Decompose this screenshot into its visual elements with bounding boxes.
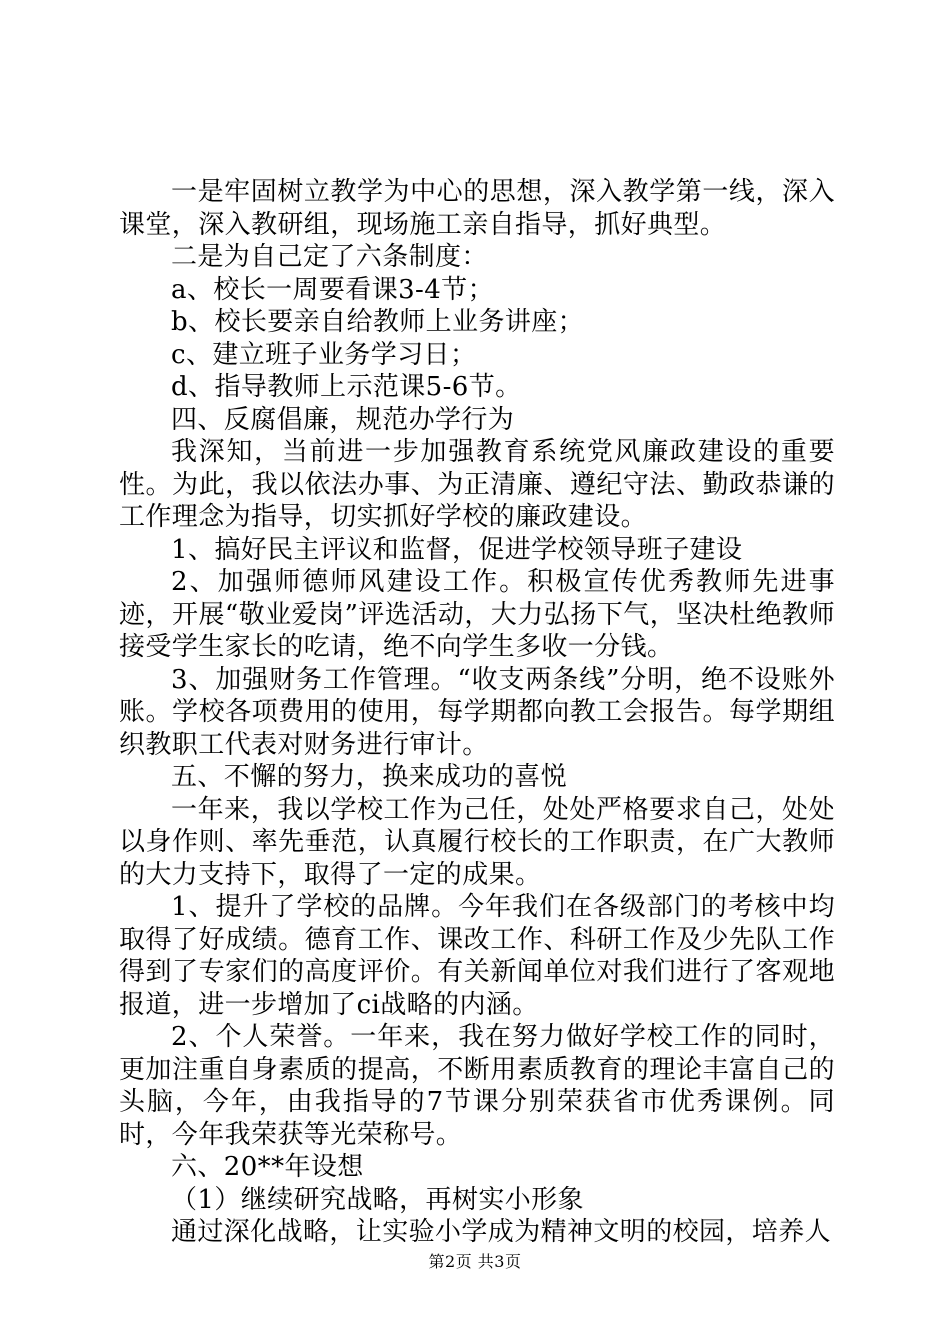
paragraph: 1、搞好民主评议和监督，促进学校领导班子建设 [171,534,743,565]
paragraph: 二是为自己定了六条制度： [171,242,488,272]
paragraph: 我深知，当前进一步加强教育系统党风廉政建设的重要性。为此，我以依法办事、为正清廉、遵纪守法、勤政恭谦的工作理念为指导，切实抓好学校的廉政建设。 [119,437,835,532]
paragraph: b、校长要亲自给教师上业务讲座； [171,307,585,337]
paragraph: 一是牢固树立教学为中心的思想，深入教学第一线，深入课堂，深入教研组，现场施工亲自指导，抓好典型。 [119,177,835,240]
paragraph: 2、个人荣誉。一年来，我在努力做好学校工作的同时，更加注重自身素质的提高，不断用素质教育的理论丰富自己的头脑，今年，由我指导的7节课分别荣获省市优秀课例。同时，今年我荣获等光荣称号。 [119,1022,835,1150]
section-heading: 五、不懈的努力，换来成功的喜悦 [171,762,568,792]
page-footer: 第2页 共3页 [428,1252,522,1271]
paragraph: 一年来，我以学校工作为己任，处处严格要求自己，处处以身作则、率先垂范，认真履行校长的工作职责，在广大教师的大力支持下，取得了一定的成果。 [119,794,835,890]
paragraph: （1）继续研究战略，再树实小形象 [171,1184,584,1215]
section-heading: 六、20**年设想 [171,1152,364,1182]
paragraph: 通过深化战略，让实验小学成为精神文明的校园，培养人 [171,1217,832,1247]
document-body [119,176,835,1249]
paragraph: 3、加强财务工作管理。“收支两条线”分明，绝不设账外账。学校各项费用的使用，每学期都向教工会报告。每学期组织教职工代表对财务进行审计。 [119,664,835,760]
paragraph: a、校长一周要看课3-4节； [171,274,494,305]
paragraph: 2、加强师德师风建设工作。积极宣传优秀教师先进事迹，开展“敬业爱岗”评选活动，大力弘扬下气，坚决杜绝教师接受学生家长的吃请，绝不向学生多收一分钱。 [119,567,835,662]
paragraph: d、指导教师上示范课5-6节。 [171,372,522,402]
paragraph: 1、提升了学校的品牌。今年我们在各级部门的考核中均取得了好成绩。德育工作、课改工作、科研工作及少先队工作得到了专家们的高度评价。有关新闻单位对我们进行了客观地报道，进一步增加了ci战略的内涵。 [119,892,835,1020]
paragraph: c、建立班子业务学习日； [171,339,477,370]
section-heading: 四、反腐倡廉，规范办学行为 [171,404,515,435]
